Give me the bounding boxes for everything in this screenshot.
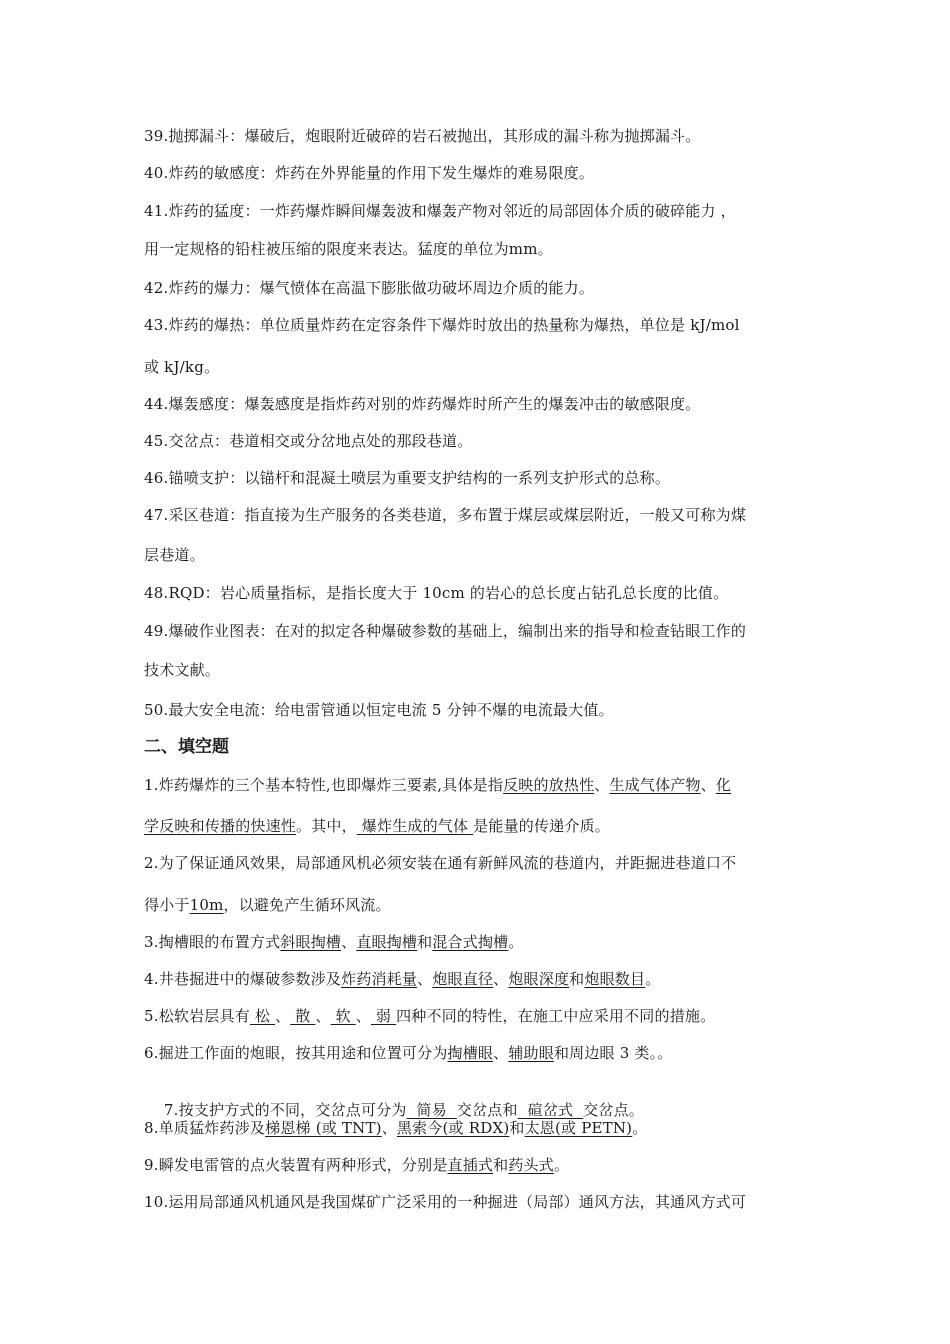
q2-answer-1: 10m <box>189 896 224 914</box>
q2-text: ，以避免产生循环风流。 <box>223 896 391 914</box>
q3-answer-1: 斜眼掏槽 <box>280 933 342 951</box>
fill-q1-line-2 <box>144 816 814 836</box>
q8-sep: 、 <box>381 1119 397 1137</box>
q1-sep: 、 <box>594 776 610 794</box>
q1-text: 。其中， <box>296 817 357 835</box>
item-47-line-1: 47.采区巷道：指直接为生产服务的各类巷道，多布置于煤层或煤层附近，一般又可称为煤 <box>144 506 747 524</box>
q4-answer-4: 炮眼数目 <box>584 970 646 988</box>
item-40: 40.炸药的敏感度：炸药在外界能量的作用下发生爆炸的难易限度。 <box>144 164 595 182</box>
q7-text: 交岔点。 <box>583 1101 644 1119</box>
q8-answer-2: 黑索今(或 RDX) <box>396 1119 510 1137</box>
q4-answer-1: 炸药消耗量 <box>341 970 418 988</box>
q9-answer-1: 直插式 <box>447 1156 494 1174</box>
q5-sep: 、 <box>315 1007 331 1025</box>
q4-sep: 、 <box>493 970 509 988</box>
q9-answer-2: 药头式 <box>508 1156 554 1174</box>
fill-q2-line-1: 2.为了保证通风效果，局部通风机必须安装在通有新鲜风流的巷道内，并距掘进巷道口不 <box>144 854 737 872</box>
q2-text: 得小于 <box>144 896 190 914</box>
item-41-line-1: 41.炸药的猛度：一炸药爆炸瞬间爆轰波和爆轰产物对邻近的局部固体介质的破碎能力 ， <box>144 202 736 220</box>
q3-sep: 和 <box>417 933 433 951</box>
q1-answer-4: 爆炸生成的气体 <box>356 817 474 835</box>
q9-sep: 和 <box>493 1156 509 1174</box>
item-46: 46.锚喷支护：以锚杆和混凝土喷层为重要支护结构的一系列支护形式的总称。 <box>144 469 671 487</box>
fill-q8 <box>144 1118 814 1138</box>
q4-text: 4.井巷掘进中的爆破参数涉及 <box>144 970 342 988</box>
q5-answer-4: 弱 <box>370 1007 397 1025</box>
fill-q1-line-1 <box>144 775 814 795</box>
item-47-line-2: 层巷道。 <box>144 546 205 564</box>
q9-text: 。 <box>553 1156 570 1174</box>
q6-text: 6.掘进工作面的炮眼，按其用途和位置可分为 <box>144 1044 448 1062</box>
q1-text: 是能量的传递介质。 <box>473 817 610 835</box>
q6-answer-2: 辅助眼 <box>508 1044 554 1062</box>
q5-answer-2: 散 <box>290 1007 316 1025</box>
q4-sep: 、 <box>417 970 433 988</box>
q4-sep: 和 <box>569 970 585 988</box>
item-42: 42.炸药的爆力：爆气愤体在高温下膨胀做功破坏周边介质的能力。 <box>144 279 595 297</box>
q1-answer-3: 化 <box>715 776 732 794</box>
q3-answer-3: 混合式掏槽 <box>432 933 509 951</box>
q4-text: 。 <box>645 970 661 988</box>
fill-q4 <box>144 969 814 989</box>
q7-text: 7.按支护方式的不同，交岔点可分为 <box>163 1101 407 1119</box>
item-48: 48.RQD：岩心质量指标，是指长度大于 10cm 的岩心的总长度占钻孔总长度的比值。 <box>144 584 729 602</box>
item-43-line-2: 或 kJ/kg。 <box>144 358 220 376</box>
item-45: 45.交岔点：巷道相交或分岔地点处的那段巷道。 <box>144 432 473 450</box>
q3-answer-2: 直眼掏槽 <box>356 933 418 951</box>
item-41-line-2: 用一定规格的铅柱被压缩的限度来表达。猛度的单位为mm。 <box>144 240 553 258</box>
q1-answer-1: 反映的放热性 <box>503 776 595 794</box>
q4-answer-3: 炮眼深度 <box>508 970 570 988</box>
q1-answer-3-cont: 学反映和传播的快速性 <box>144 817 297 835</box>
q5-text: 四种不同的特性，在施工中应采用不同的措施。 <box>396 1007 716 1025</box>
q7-answer-1: 简易 <box>406 1101 457 1119</box>
q6-sep: 、 <box>493 1044 509 1062</box>
q1-answer-2: 生成气体产物 <box>609 776 701 794</box>
q9-text: 9.瞬发电雷管的点火装置有两种形式，分别是 <box>144 1156 448 1174</box>
q3-text: 3.掏槽眼的布置方式 <box>144 933 281 951</box>
q4-answer-2: 炮眼直径 <box>432 970 494 988</box>
item-39: 39.抛掷漏斗：爆破后，炮眼附近破碎的岩石被抛出，其形成的漏斗称为抛掷漏斗。 <box>144 127 701 145</box>
q7-text: 交岔点和 <box>456 1101 518 1119</box>
q3-text: 。 <box>508 933 524 951</box>
item-43-line-1: 43.炸药的爆热：单位质量炸药在定容条件下爆炸时放出的热量称为爆热，单位是 kJ/mol <box>144 316 740 334</box>
section-heading: 二、填空题 <box>144 737 229 757</box>
q8-text: 8.单质猛炸药涉及 <box>144 1119 266 1137</box>
q5-sep: 、 <box>275 1007 291 1025</box>
q6-text: 和周边眼 3 类。。 <box>553 1044 673 1062</box>
fill-q3 <box>144 932 814 952</box>
q1-text: 1.炸药爆炸的三个基本特性,也即爆炸三要素,具体是指 <box>144 776 504 794</box>
q1-sep: 、 <box>700 776 716 794</box>
q6-answer-1: 掏槽眼 <box>447 1044 494 1062</box>
q7-answer-2: 碹岔式 <box>517 1101 584 1119</box>
item-44: 44.爆轰感度：爆轰感度是指炸药对别的炸药爆炸时所产生的爆轰冲击的敏感限度。 <box>144 395 701 413</box>
q5-answer-1: 松 <box>249 1007 276 1025</box>
q8-answer-3: 太恩(或 PETN) <box>524 1119 633 1137</box>
fill-q10: 10.运用局部通风机通风是我国煤矿广泛采用的一种掘进（局部）通风方法，其通风方式可 <box>144 1193 747 1211</box>
fill-q9 <box>144 1155 814 1175</box>
q5-sep: 、 <box>355 1007 371 1025</box>
q5-answer-3: 软 <box>330 1007 356 1025</box>
q8-text: 。 <box>632 1119 648 1137</box>
item-50: 50.最大安全电流：给电雷管通以恒定电流 5 分钟不爆的电流最大值。 <box>144 701 614 719</box>
item-49-line-1: 49.爆破作业图表：在对的拟定各种爆破参数的基础上，编制出来的指导和检查钻眼工作的 <box>144 622 747 640</box>
fill-q5 <box>144 1006 814 1026</box>
fill-q6 <box>144 1043 814 1063</box>
q3-sep: 、 <box>341 933 357 951</box>
q8-sep: 和 <box>509 1119 525 1137</box>
fill-q2-line-2 <box>144 895 814 915</box>
q8-answer-1: 梯恩梯 (或 TNT) <box>265 1119 382 1137</box>
q5-text: 5.松软岩层具有 <box>144 1007 250 1025</box>
item-49-line-2: 技术文献。 <box>144 661 221 679</box>
